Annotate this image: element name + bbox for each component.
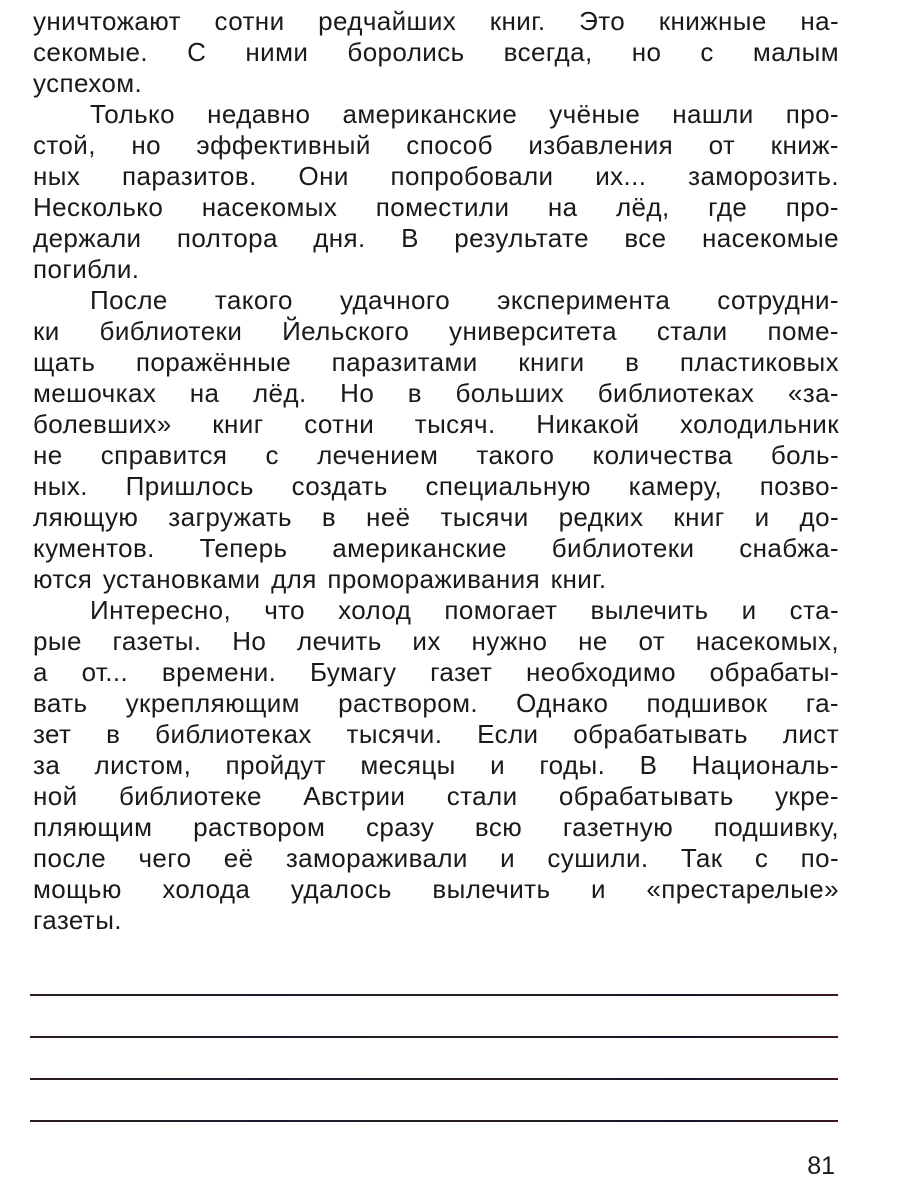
answer-line[interactable] — [30, 1036, 838, 1038]
text-line: вать укрепляющим раствором. Однако подшивок га- — [33, 688, 839, 718]
text-line: ных. Пришлось создать специальную камеру, позво- — [33, 471, 839, 501]
article-text — [33, 6, 839, 936]
answer-line[interactable] — [30, 1078, 838, 1080]
paragraph — [33, 595, 839, 936]
text-line: ных паразитов. Они попробовали их... заморозить. — [33, 161, 839, 191]
page-number: 81 — [807, 1152, 835, 1180]
text-line: держали полтора дня. В результате все насекомые — [33, 223, 839, 253]
text-line: кументов. Теперь американские библиотеки снабжа- — [33, 533, 839, 563]
text-line: а от... времени. Бумагу газет необходимо обрабаты- — [33, 657, 839, 687]
text-line: Только недавно американские учёные нашли про- — [90, 99, 839, 129]
text-line: рые газеты. Но лечить их нужно не от насекомых, — [33, 626, 839, 656]
text-line: секомые. С ними боролись всегда, но с малым — [33, 37, 839, 67]
answer-line[interactable] — [30, 1120, 838, 1122]
text-line: щать поражённые паразитами книги в пластиковых — [33, 347, 839, 377]
text-line: не справится с лечением такого количества боль- — [33, 440, 839, 470]
text-line: болевших» книг сотни тысяч. Никакой холодильник — [33, 409, 839, 439]
text-line: ки библиотеки Йельского университета стали поме- — [33, 316, 839, 346]
text-line: зет в библиотеках тысячи. Если обрабатывать лист — [33, 719, 839, 749]
text-line: газеты. — [33, 905, 122, 935]
text-line: После такого удачного эксперимента сотрудни- — [90, 285, 839, 315]
text-line: после чего её замораживали и сушили. Так с по- — [33, 843, 839, 873]
text-line: успехом. — [33, 68, 143, 98]
text-line: ются установками для промораживания книг. — [33, 564, 607, 594]
text-line: ляющую загружать в неё тысячи редких книг и до- — [33, 502, 839, 532]
text-line: Интересно, что холод помогает вылечить и ста- — [90, 595, 839, 625]
text-line: стой, но эффективный способ избавления от книж- — [33, 130, 839, 160]
paragraph — [33, 285, 839, 595]
paragraph — [33, 99, 839, 285]
answer-line[interactable] — [30, 994, 838, 996]
text-line: мощью холода удалось вылечить и «престарелые» — [33, 874, 839, 904]
paragraph — [33, 6, 839, 99]
text-line: за листом, пройдут месяцы и годы. В Националь- — [33, 750, 839, 780]
text-line: погибли. — [33, 254, 140, 284]
text-line: пляющим раствором сразу всю газетную подшивку, — [33, 812, 839, 842]
text-line: уничтожают сотни редчайших книг. Это книжные на- — [33, 6, 839, 36]
text-line: ной библиотеке Австрии стали обрабатывать укре- — [33, 781, 839, 811]
text-line: мешочках на лёд. Но в больших библиотеках «за- — [33, 378, 839, 408]
text-line: Несколько насекомых поместили на лёд, где про- — [33, 192, 839, 222]
